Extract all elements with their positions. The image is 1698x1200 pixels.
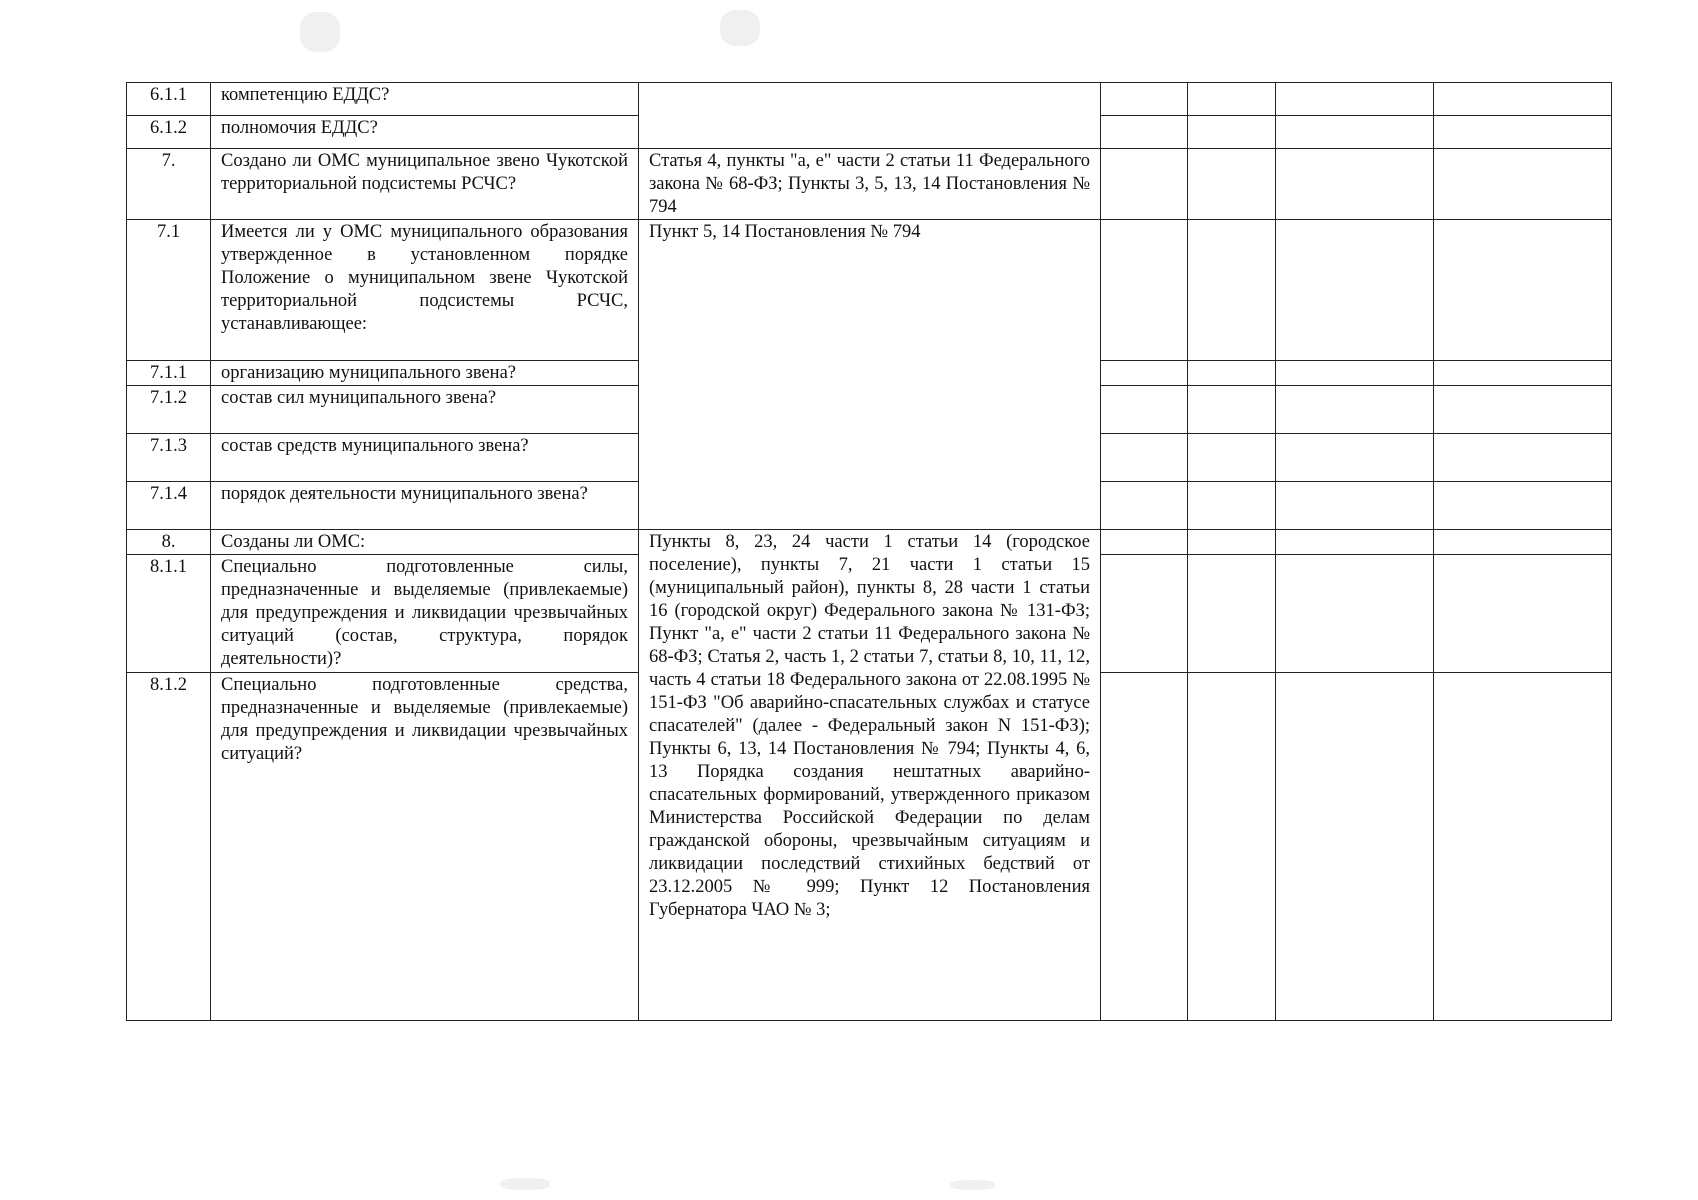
question-cell: Специально подготовленные силы, предназначенные и выделяемые (привлекаемые) для предупреждения и ликвидации чрезвычайных ситуаций (состав, структура, порядок деятельности)? [211, 555, 639, 673]
row-number: 6.1.2 [127, 116, 211, 149]
row-number: 7.1.2 [127, 386, 211, 434]
answer-cell [1188, 149, 1276, 220]
answer-cell [1188, 530, 1276, 555]
table-row [127, 149, 1612, 220]
answer-cell [1101, 555, 1188, 673]
answer-cell [1276, 149, 1434, 220]
scan-noise [300, 12, 340, 52]
scan-noise [500, 1178, 550, 1190]
row-number: 7.1.1 [127, 361, 211, 386]
row-number: 8. [127, 530, 211, 555]
notes-cell [1434, 220, 1612, 361]
question-cell: Создано ли ОМС муниципальное звено Чукотской территориальной подсистемы РСЧС? [211, 149, 639, 220]
answer-cell [1188, 673, 1276, 1021]
answer-cell [1276, 482, 1434, 530]
answer-cell [1101, 361, 1188, 386]
table-row [127, 220, 1612, 361]
answer-cell [1188, 361, 1276, 386]
answer-cell [1276, 673, 1434, 1021]
row-number: 6.1.1 [127, 83, 211, 116]
basis-cell: Пункты 8, 23, 24 части 1 статьи 14 (городское поселение), пункты 7, 21 части 1 статьи 15 (муниципальный район), пункты 8, 28 части 1 статьи 16 (городской округ) Федерального закона № 131-ФЗ; Пункт "а, е" части 2 статьи 11 Федерального закона № 68-ФЗ; Статья 2, часть 1, 2 статьи 7, статьи 8, 10, 11, 12, часть 4 статьи 18 Федерального закона от 22.08.1995 № 151-ФЗ "Об аварийно-спасательных службах и статусе спасателей" (далее - Федеральный закон N 151-ФЗ); Пункты 6, 13, 14 Постановления № 794; Пункты 4, 6, 13 Порядка создания нештатных аварийно-спасательных формирований, утвержденного приказом Министерства Российской Федерации по делам гражданской обороны, чрезвычайным ситуациям и ликвидации последствий стихийных бедствий от 23.12.2005 № 999; Пункт 12 Постановления Губернатора ЧАО № 3; [639, 530, 1101, 1021]
notes-cell [1434, 386, 1612, 434]
answer-cell [1276, 83, 1434, 116]
question-cell: состав средств муниципального звена? [211, 434, 639, 482]
answer-cell [1276, 434, 1434, 482]
answer-cell [1276, 116, 1434, 149]
notes-cell [1434, 116, 1612, 149]
notes-cell [1434, 434, 1612, 482]
notes-cell [1434, 149, 1612, 220]
table-row [127, 530, 1612, 555]
question-cell: Специально подготовленные средства, предназначенные и выделяемые (привлекаемые) для предупреждения и ликвидации чрезвычайных ситуаций? [211, 673, 639, 1021]
question-cell: состав сил муниципального звена? [211, 386, 639, 434]
notes-cell [1434, 555, 1612, 673]
answer-cell [1101, 220, 1188, 361]
basis-cell: Статья 4, пункты "а, е" части 2 статьи 11 Федерального закона № 68-ФЗ; Пункты 3, 5, 13, 14 Постановления № 794 [639, 149, 1101, 220]
answer-cell [1276, 530, 1434, 555]
notes-cell [1434, 530, 1612, 555]
scan-noise [950, 1180, 995, 1190]
question-cell: организацию муниципального звена? [211, 361, 639, 386]
question-cell: Созданы ли ОМС: [211, 530, 639, 555]
answer-cell [1188, 555, 1276, 673]
question-cell: порядок деятельности муниципального звена? [211, 482, 639, 530]
answer-cell [1101, 386, 1188, 434]
answer-cell [1101, 673, 1188, 1021]
notes-cell [1434, 482, 1612, 530]
notes-cell [1434, 83, 1612, 116]
answer-cell [1188, 220, 1276, 361]
answer-cell [1101, 434, 1188, 482]
answer-cell [1101, 482, 1188, 530]
answer-cell [1101, 83, 1188, 116]
scan-noise [720, 10, 760, 46]
answer-cell [1188, 116, 1276, 149]
answer-cell [1276, 555, 1434, 673]
notes-cell [1434, 673, 1612, 1021]
question-cell: Имеется ли у ОМС муниципального образования утвержденное в установленном порядке Положение о муниципальном звене Чукотской территориальной подсистемы РСЧС, устанавливающее: [211, 220, 639, 361]
table-row [127, 83, 1612, 116]
answer-cell [1276, 361, 1434, 386]
row-number: 8.1.1 [127, 555, 211, 673]
answer-cell [1188, 83, 1276, 116]
answer-cell [1188, 386, 1276, 434]
row-number: 7.1.3 [127, 434, 211, 482]
checklist-table [126, 82, 1612, 1021]
row-number: 7.1.4 [127, 482, 211, 530]
answer-cell [1101, 116, 1188, 149]
answer-cell [1101, 530, 1188, 555]
notes-cell [1434, 361, 1612, 386]
row-number: 7.1 [127, 220, 211, 361]
answer-cell [1188, 482, 1276, 530]
row-number: 7. [127, 149, 211, 220]
question-cell: компетенцию ЕДДС? [211, 83, 639, 116]
basis-cell [639, 83, 1101, 149]
answer-cell [1276, 220, 1434, 361]
basis-cell: Пункт 5, 14 Постановления № 794 [639, 220, 1101, 530]
row-number: 8.1.2 [127, 673, 211, 1021]
answer-cell [1188, 434, 1276, 482]
answer-cell [1276, 386, 1434, 434]
question-cell: полномочия ЕДДС? [211, 116, 639, 149]
answer-cell [1101, 149, 1188, 220]
